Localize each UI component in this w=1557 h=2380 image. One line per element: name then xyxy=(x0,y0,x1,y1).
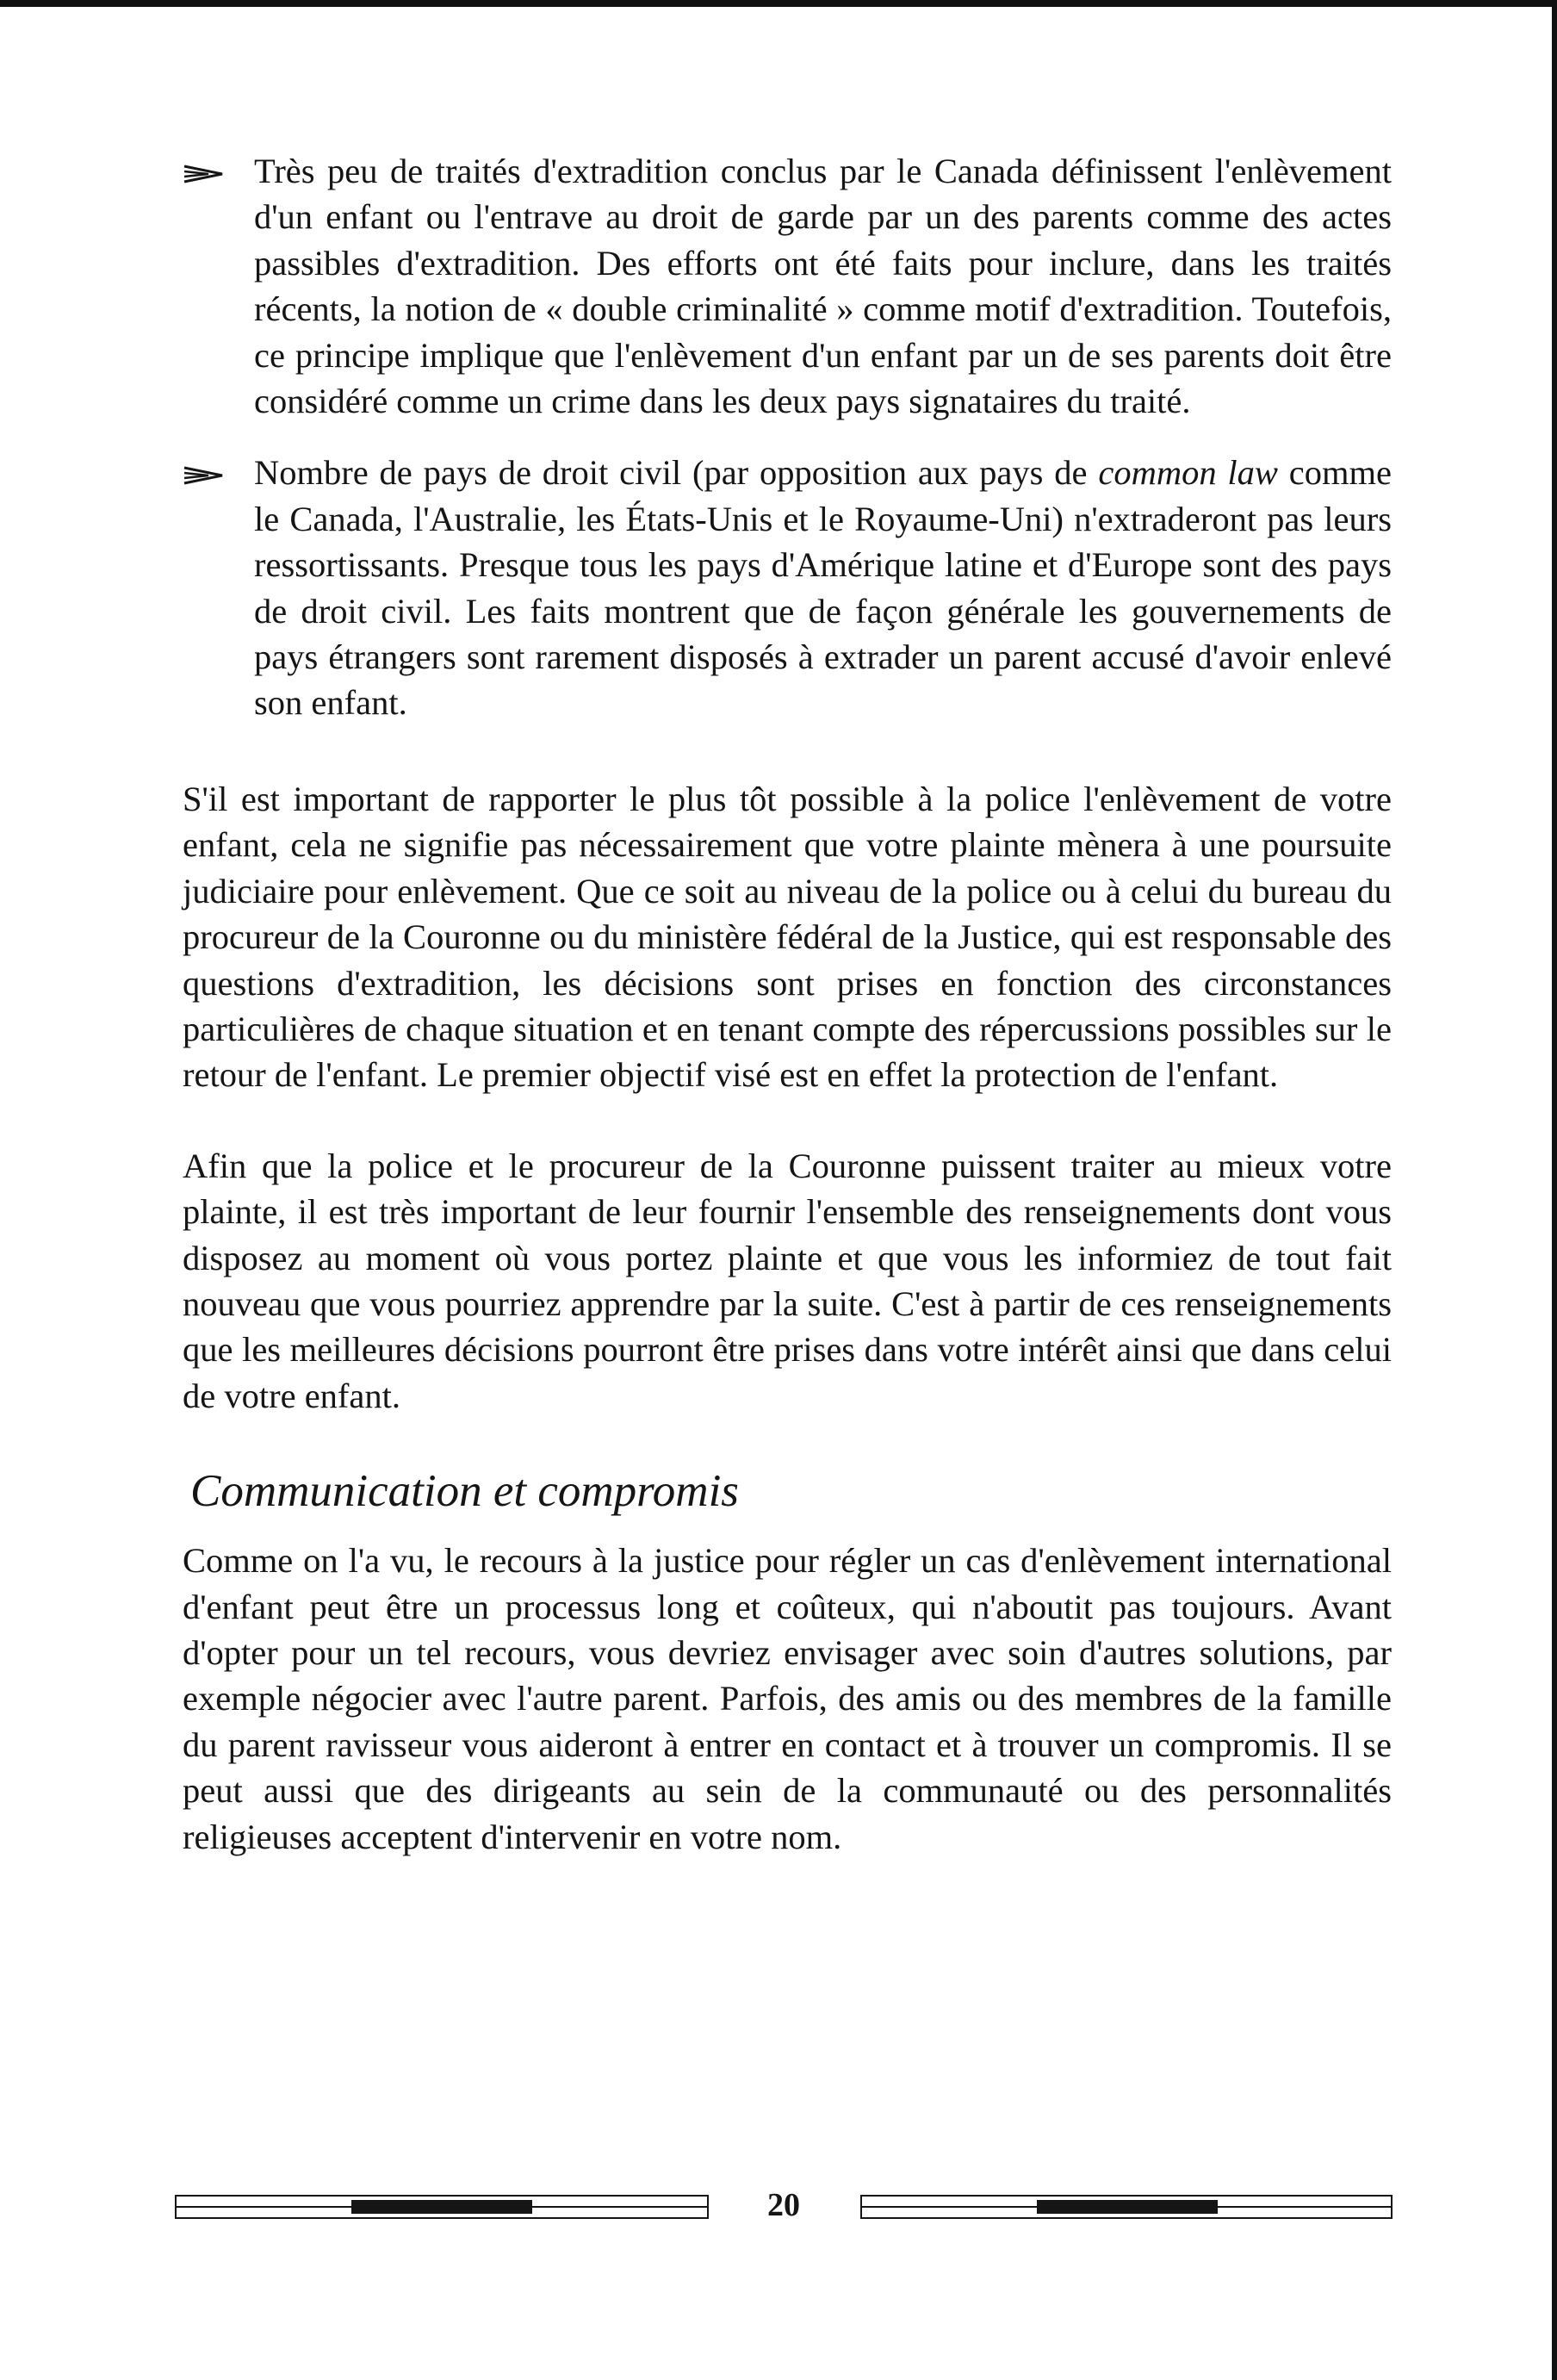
paragraph-information: Afin que la police et le procureur de la Couronne puissent traiter au mieux votre plainte, il est très important de leur fournir l'ensemble des renseignements dont vous disposez au moment où vous portez plainte et que vous les informiez de tout fait nouveau que vous pourriez apprendre par la suite. C'est à partir de ces renseignements que les meilleures décisions pourront être prises dans votre intérêt ainsi que dans celui de votre enfant. xyxy=(183,1146,1392,1415)
bullet-list xyxy=(183,148,1392,726)
arrowhead-bullet-icon xyxy=(183,465,226,486)
bullet-text: Très peu de traités d'extradition conclus par le Canada définissent l'enlèvement d'un enfant ou l'entrave au droit de garde par un des parents comme des actes passibles d'extradition. Des efforts ont été faits pour inclure, dans les traités récents, la notion de « double criminalité » comme motif d'extradition. Toutefois, ce principe implique que l'enlèvement d'un enfant par un de ses parents doit être considéré comme un crime dans les deux pays signataires du traité. xyxy=(254,152,1392,421)
bullet-text-italic: common law xyxy=(1098,453,1278,493)
decorative-rule-right xyxy=(860,2195,1393,2219)
page-footer xyxy=(175,2188,1393,2229)
bullet-item-extradition-treaties xyxy=(183,148,1392,424)
scan-edge-right xyxy=(1552,0,1557,2380)
section-body: Comme on l'a vu, le recours à la justice pour régler un cas d'enlèvement international d'enfant peut être un processus long et coûteux, qui n'aboutit pas toujours. Avant d'opter pour un tel recours, vous devriez envisager avec soin d'autres solutions, par exemple négocier avec l'autre parent. Parfois, des amis ou des membres de la famille du parent ravisseur vous aideront à entrer en contact et à trouver un compromis. Il se peut aussi que des dirigeants au sein de la communauté ou des personnalités religieuses acceptent d'intervenir en votre nom. xyxy=(183,1541,1392,1856)
bullet-text-end: comme le Canada, l'Australie, les États-Unis et le Royaume-Uni) n'extraderont pas leurs ressortissants. Presque tous les pays d'Amérique latine et d'Europe sont des pays de droit civil. Les faits montrent que de façon générale les gouvernements de pays étrangers sont rarement disposés à extrader un parent accusé d'avoir enlevé son enfant. xyxy=(254,453,1392,723)
arrowhead-bullet-icon xyxy=(183,164,226,184)
scan-edge-top xyxy=(0,0,1557,7)
bullet-text-start: Nombre de pays de droit civil (par opposition aux pays de xyxy=(254,453,1099,493)
paragraph-police-report: S'il est important de rapporter le plus tôt possible à la police l'enlèvement de votre enfant, cela ne signifie pas nécessairement que votre plainte mènera à une poursuite judiciaire pour enlèvement. Que ce soit au niveau de la police ou à celui du bureau du procureur de la Couronne ou du ministère fédéral de la Justice, qui est responsable des questions d'extradition, les décisions sont prises en fonction des circonstances particulières de chaque situation et en tenant compte des répercussions possibles sur le retour de l'enfant. Le premier objectif visé est en effet la protection de l'enfant. xyxy=(183,779,1392,1095)
decorative-rule-left xyxy=(175,2195,709,2219)
bullet-item-civil-law-countries xyxy=(183,450,1392,725)
section-heading: Communication et compromis xyxy=(190,1466,739,1517)
bullet-text xyxy=(254,450,1392,725)
document-page xyxy=(183,148,1392,1860)
page-number: 20 xyxy=(767,2187,800,2223)
